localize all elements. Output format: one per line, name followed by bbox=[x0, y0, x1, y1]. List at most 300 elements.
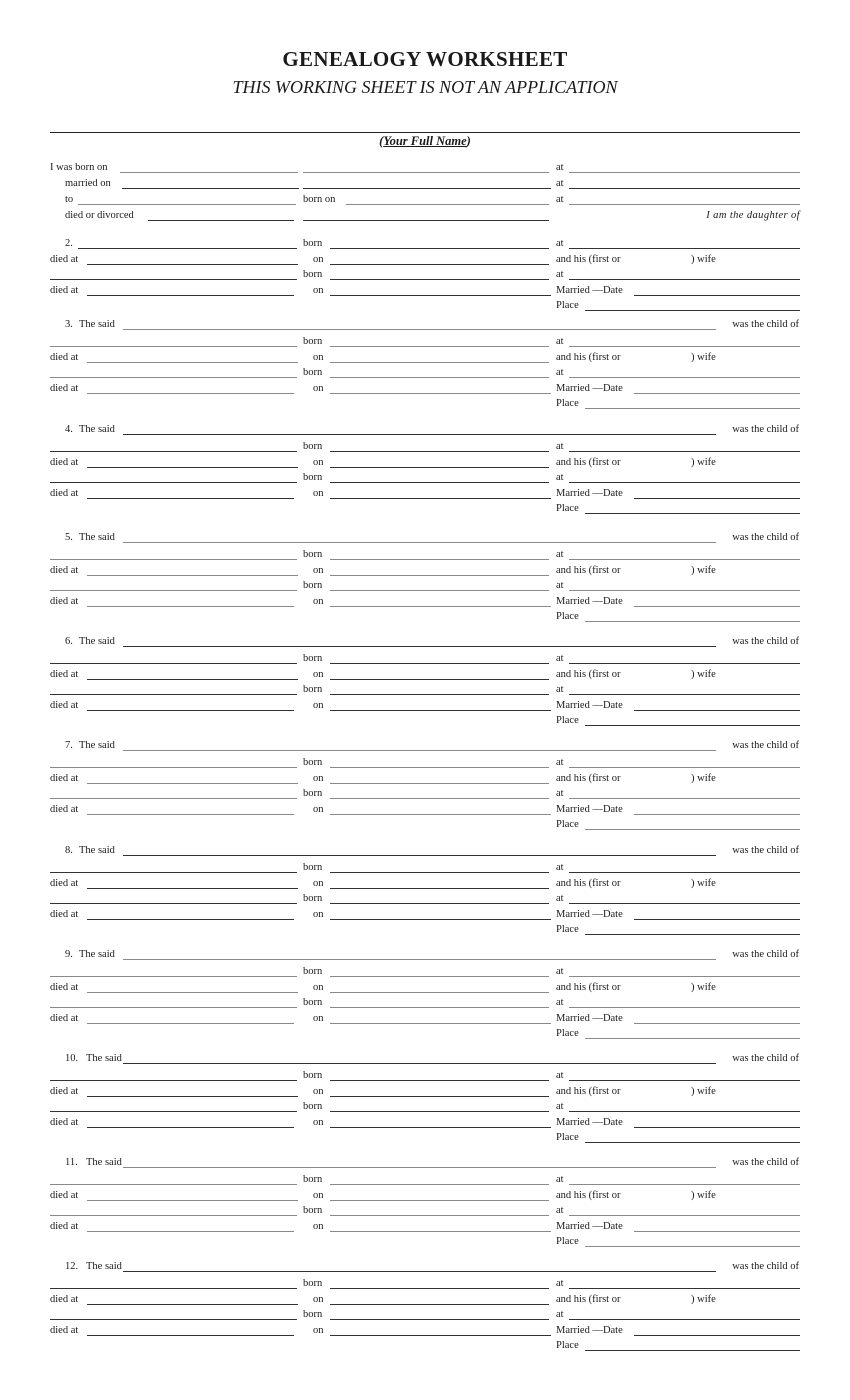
mother-died-on-field[interactable] bbox=[330, 814, 551, 815]
father-born-at-label: at bbox=[556, 1174, 564, 1185]
married-date-field[interactable] bbox=[634, 606, 800, 607]
father-name-field[interactable] bbox=[50, 451, 297, 452]
the-said-label: The said bbox=[79, 424, 115, 435]
mother-born-field[interactable] bbox=[330, 1111, 549, 1112]
father-died-at-field[interactable] bbox=[87, 467, 298, 468]
mother-born-at-field[interactable] bbox=[569, 1111, 800, 1112]
married-date-field[interactable] bbox=[634, 1023, 800, 1024]
married-date-field[interactable] bbox=[634, 295, 800, 296]
worksheet-title: GENEALOGY WORKSHEET bbox=[282, 47, 568, 71]
mother-died-at-field[interactable] bbox=[87, 814, 294, 815]
father-died-at-label: died at bbox=[50, 254, 79, 265]
father-died-on-field[interactable] bbox=[330, 992, 549, 993]
mother-died-on-field[interactable] bbox=[330, 1023, 551, 1024]
said-name-field[interactable] bbox=[123, 542, 716, 543]
father-died-at-field[interactable] bbox=[87, 264, 298, 265]
father-born-at-field[interactable] bbox=[569, 346, 800, 347]
married-date-label: Married —Date bbox=[556, 909, 623, 920]
father-died-on-field[interactable] bbox=[330, 1304, 549, 1305]
mother-born-field[interactable] bbox=[330, 1215, 549, 1216]
father-born-at-label: at bbox=[556, 1278, 564, 1289]
father-died-at-field[interactable] bbox=[87, 783, 298, 784]
mother-died-on-label: on bbox=[313, 1325, 324, 1336]
mother-name-field[interactable] bbox=[50, 279, 297, 280]
father-born-label: born bbox=[303, 549, 323, 560]
father-born-at-label: at bbox=[556, 966, 564, 977]
died-or-divorced-field-2[interactable] bbox=[303, 220, 549, 221]
father-died-on-field[interactable] bbox=[330, 264, 549, 265]
mother-born-field[interactable] bbox=[330, 694, 549, 695]
born-at-label: at bbox=[556, 162, 564, 173]
mother-died-on-label: on bbox=[313, 1221, 324, 1232]
mother-died-at-field[interactable] bbox=[87, 295, 294, 296]
first-or-label: and his (first or bbox=[556, 1294, 621, 1305]
mother-born-label: born bbox=[303, 893, 323, 904]
father-born-field[interactable] bbox=[330, 346, 549, 347]
place-label: Place bbox=[556, 924, 579, 935]
father-died-on-field[interactable] bbox=[330, 1096, 549, 1097]
mother-died-at-field[interactable] bbox=[87, 1231, 294, 1232]
mother-born-at-label: at bbox=[556, 684, 564, 695]
wife-label: ) wife bbox=[691, 352, 716, 363]
father-born-at-label: at bbox=[556, 862, 564, 873]
father-born-at-field[interactable] bbox=[569, 976, 800, 977]
mother-born-label: born bbox=[303, 997, 323, 1008]
mother-died-at-field[interactable] bbox=[87, 710, 294, 711]
wife-label: ) wife bbox=[691, 878, 716, 889]
mother-died-at-label: died at bbox=[50, 488, 79, 499]
mother-born-at-field[interactable] bbox=[569, 903, 800, 904]
married-on-field-2[interactable] bbox=[303, 188, 551, 189]
father-died-at-field[interactable] bbox=[87, 1304, 298, 1305]
was-child-of-label: was the child of bbox=[732, 740, 799, 751]
father-name-field[interactable] bbox=[50, 346, 297, 347]
father-born-at-field[interactable] bbox=[569, 248, 800, 249]
mother-died-at-field[interactable] bbox=[87, 1335, 294, 1336]
was-child-of-label: was the child of bbox=[732, 845, 799, 856]
father-born-field[interactable] bbox=[330, 872, 549, 873]
mother-born-label: born bbox=[303, 1309, 323, 1320]
mother-born-field[interactable] bbox=[330, 279, 549, 280]
mother-died-on-field[interactable] bbox=[330, 919, 551, 920]
generation-number: 9. bbox=[65, 949, 73, 960]
father-born-label: born bbox=[303, 757, 323, 768]
mother-born-at-field[interactable] bbox=[569, 1215, 800, 1216]
mother-died-at-field[interactable] bbox=[87, 919, 294, 920]
mother-born-label: born bbox=[303, 684, 323, 695]
father-born-label: born bbox=[303, 1278, 323, 1289]
spouse-name-field[interactable] bbox=[78, 204, 296, 205]
generation-number: 5. bbox=[65, 532, 73, 543]
father-died-on-label: on bbox=[313, 1086, 324, 1097]
mother-died-on-label: on bbox=[313, 488, 324, 499]
first-or-label: and his (first or bbox=[556, 254, 621, 265]
father-born-field[interactable] bbox=[330, 248, 549, 249]
father-died-on-field[interactable] bbox=[330, 888, 549, 889]
married-place-field[interactable] bbox=[585, 1246, 800, 1247]
the-said-label: The said bbox=[79, 740, 115, 751]
mother-born-at-label: at bbox=[556, 893, 564, 904]
father-born-at-label: at bbox=[556, 1070, 564, 1081]
married-on-field[interactable] bbox=[122, 188, 299, 189]
father-born-at-field[interactable] bbox=[569, 663, 800, 664]
place-label: Place bbox=[556, 715, 579, 726]
mother-born-at-field[interactable] bbox=[569, 1319, 800, 1320]
father-died-at-label: died at bbox=[50, 878, 79, 889]
name-line[interactable] bbox=[50, 132, 800, 133]
died-or-divorced-field[interactable] bbox=[148, 220, 294, 221]
was-child-of-label: was the child of bbox=[732, 424, 799, 435]
mother-name-field[interactable] bbox=[50, 1319, 297, 1320]
father-died-on-field[interactable] bbox=[330, 1200, 549, 1201]
mother-died-at-label: died at bbox=[50, 700, 79, 711]
married-date-field[interactable] bbox=[634, 393, 800, 394]
father-died-on-label: on bbox=[313, 669, 324, 680]
father-died-at-label: died at bbox=[50, 982, 79, 993]
first-or-label: and his (first or bbox=[556, 352, 621, 363]
father-born-label: born bbox=[303, 653, 323, 664]
mother-died-on-label: on bbox=[313, 1013, 324, 1024]
father-born-at-label: at bbox=[556, 238, 564, 249]
place-label: Place bbox=[556, 300, 579, 311]
mother-died-on-label: on bbox=[313, 804, 324, 815]
died-or-divorced-label: died or divorced bbox=[65, 210, 134, 221]
said-name-field[interactable] bbox=[123, 1063, 716, 1064]
generation-number: 4. bbox=[65, 424, 73, 435]
the-said-label: The said bbox=[86, 1157, 122, 1168]
said-name-field[interactable] bbox=[123, 750, 716, 751]
father-born-field[interactable] bbox=[330, 767, 549, 768]
mother-died-at-field[interactable] bbox=[87, 498, 294, 499]
father-name-field[interactable] bbox=[50, 663, 297, 664]
mother-died-at-field[interactable] bbox=[87, 1023, 294, 1024]
father-born-at-label: at bbox=[556, 757, 564, 768]
father-born-at-label: at bbox=[556, 653, 564, 664]
father-died-on-label: on bbox=[313, 1294, 324, 1305]
father-died-at-label: died at bbox=[50, 1294, 79, 1305]
married-date-label: Married —Date bbox=[556, 383, 623, 394]
mother-born-label: born bbox=[303, 1101, 323, 1112]
first-or-label: and his (first or bbox=[556, 773, 621, 784]
mother-born-at-field[interactable] bbox=[569, 590, 800, 591]
married-date-field[interactable] bbox=[634, 1335, 800, 1336]
father-died-at-field[interactable] bbox=[87, 888, 298, 889]
born-at-field[interactable] bbox=[569, 172, 800, 173]
mother-died-on-field[interactable] bbox=[330, 1127, 551, 1128]
father-born-at-label: at bbox=[556, 441, 564, 452]
father-died-on-label: on bbox=[313, 565, 324, 576]
mother-born-at-label: at bbox=[556, 269, 564, 280]
father-died-at-field[interactable] bbox=[87, 1096, 298, 1097]
mother-died-at-label: died at bbox=[50, 1117, 79, 1128]
mother-born-at-label: at bbox=[556, 472, 564, 483]
wife-label: ) wife bbox=[691, 773, 716, 784]
mother-died-on-label: on bbox=[313, 285, 324, 296]
married-place-field[interactable] bbox=[585, 829, 800, 830]
mother-born-at-label: at bbox=[556, 1309, 564, 1320]
mother-born-at-label: at bbox=[556, 788, 564, 799]
father-born-field[interactable] bbox=[330, 1080, 549, 1081]
mother-name-field[interactable] bbox=[50, 482, 297, 483]
place-label: Place bbox=[556, 819, 579, 830]
place-label: Place bbox=[556, 1132, 579, 1143]
married-date-field[interactable] bbox=[634, 498, 800, 499]
was-child-of-label: was the child of bbox=[732, 1261, 799, 1272]
said-name-field[interactable] bbox=[123, 1271, 716, 1272]
married-date-field[interactable] bbox=[634, 1127, 800, 1128]
mother-name-field[interactable] bbox=[50, 694, 297, 695]
married-date-field[interactable] bbox=[634, 814, 800, 815]
was-child-of-label: was the child of bbox=[732, 532, 799, 543]
mother-born-label: born bbox=[303, 472, 323, 483]
mother-born-at-field[interactable] bbox=[569, 482, 800, 483]
father-name-field[interactable] bbox=[50, 1288, 297, 1289]
father-born-field[interactable] bbox=[330, 1288, 549, 1289]
said-name-field[interactable] bbox=[123, 1167, 716, 1168]
father-born-field[interactable] bbox=[330, 663, 549, 664]
spouse-born-on-field[interactable] bbox=[346, 204, 549, 205]
mother-name-field[interactable] bbox=[50, 1007, 297, 1008]
father-died-at-label: died at bbox=[50, 565, 79, 576]
married-place-field[interactable] bbox=[585, 1038, 800, 1039]
father-name-field[interactable] bbox=[50, 1080, 297, 1081]
said-name-field[interactable] bbox=[123, 329, 716, 330]
father-name-field[interactable] bbox=[50, 559, 297, 560]
said-name-field[interactable] bbox=[123, 646, 716, 647]
to-label: to bbox=[65, 194, 74, 205]
mother-died-at-label: died at bbox=[50, 383, 79, 394]
wife-label: ) wife bbox=[691, 565, 716, 576]
mother-died-on-field[interactable] bbox=[330, 1231, 551, 1232]
mother-born-field[interactable] bbox=[330, 377, 549, 378]
mother-name-field[interactable] bbox=[50, 377, 297, 378]
mother-born-at-field[interactable] bbox=[569, 1007, 800, 1008]
father-born-field[interactable] bbox=[330, 451, 549, 452]
father-born-field[interactable] bbox=[330, 559, 549, 560]
place-label: Place bbox=[556, 398, 579, 409]
father-died-on-field[interactable] bbox=[330, 783, 549, 784]
father-born-at-label: at bbox=[556, 336, 564, 347]
mother-died-at-label: died at bbox=[50, 1013, 79, 1024]
father-died-at-field[interactable] bbox=[87, 362, 298, 363]
worksheet-subtitle: THIS WORKING SHEET IS NOT AN APPLICATION bbox=[232, 77, 618, 97]
mother-died-on-field[interactable] bbox=[330, 393, 551, 394]
married-date-label: Married —Date bbox=[556, 1325, 623, 1336]
married-date-label: Married —Date bbox=[556, 804, 623, 815]
mother-died-at-label: died at bbox=[50, 1221, 79, 1232]
married-date-label: Married —Date bbox=[556, 700, 623, 711]
wife-label: ) wife bbox=[691, 254, 716, 265]
father-born-at-field[interactable] bbox=[569, 872, 800, 873]
first-or-label: and his (first or bbox=[556, 982, 621, 993]
first-or-label: and his (first or bbox=[556, 1086, 621, 1097]
mother-died-at-label: died at bbox=[50, 596, 79, 607]
father-died-at-field[interactable] bbox=[87, 575, 298, 576]
mother-born-at-field[interactable] bbox=[569, 279, 800, 280]
married-place-field[interactable] bbox=[585, 310, 800, 311]
mother-born-at-field[interactable] bbox=[569, 377, 800, 378]
mother-died-at-label: died at bbox=[50, 1325, 79, 1336]
married-date-label: Married —Date bbox=[556, 285, 623, 296]
born-on-field[interactable] bbox=[120, 172, 298, 173]
the-said-label: The said bbox=[79, 532, 115, 543]
mother-born-label: born bbox=[303, 269, 323, 280]
wife-label: ) wife bbox=[691, 457, 716, 468]
married-place-field[interactable] bbox=[585, 621, 800, 622]
mother-born-field[interactable] bbox=[330, 590, 549, 591]
place-label: Place bbox=[556, 1340, 579, 1351]
the-said-label: The said bbox=[79, 949, 115, 960]
father-died-on-field[interactable] bbox=[330, 575, 549, 576]
father-died-at-field[interactable] bbox=[87, 1200, 298, 1201]
married-date-field[interactable] bbox=[634, 919, 800, 920]
mother-died-at-field[interactable] bbox=[87, 606, 294, 607]
mother-born-at-field[interactable] bbox=[569, 694, 800, 695]
married-date-label: Married —Date bbox=[556, 1013, 623, 1024]
was-child-of-label: was the child of bbox=[732, 1053, 799, 1064]
mother-born-label: born bbox=[303, 1205, 323, 1216]
father-name-field[interactable] bbox=[50, 976, 297, 977]
place-label: Place bbox=[556, 611, 579, 622]
first-or-label: and his (first or bbox=[556, 669, 621, 680]
mother-born-at-label: at bbox=[556, 997, 564, 1008]
mother-born-label: born bbox=[303, 580, 323, 591]
mother-died-on-field[interactable] bbox=[330, 498, 551, 499]
mother-born-field[interactable] bbox=[330, 903, 549, 904]
mother-died-on-field[interactable] bbox=[330, 710, 551, 711]
father-born-label: born bbox=[303, 862, 323, 873]
place-label: Place bbox=[556, 503, 579, 514]
father-born-label: born bbox=[303, 966, 323, 977]
generation-number: 2. bbox=[65, 238, 73, 249]
mother-born-field[interactable] bbox=[330, 798, 549, 799]
married-date-label: Married —Date bbox=[556, 1117, 623, 1128]
first-or-label: and his (first or bbox=[556, 457, 621, 468]
first-or-label: and his (first or bbox=[556, 565, 621, 576]
father-born-label: born bbox=[303, 1174, 323, 1185]
mother-died-on-label: on bbox=[313, 700, 324, 711]
father-died-on-label: on bbox=[313, 878, 324, 889]
the-said-label: The said bbox=[86, 1053, 122, 1064]
father-died-at-field[interactable] bbox=[87, 992, 298, 993]
mother-born-field[interactable] bbox=[330, 1319, 549, 1320]
said-name-field[interactable] bbox=[123, 959, 716, 960]
mother-born-field[interactable] bbox=[330, 1007, 549, 1008]
married-date-field[interactable] bbox=[634, 710, 800, 711]
father-name-field[interactable] bbox=[50, 1184, 297, 1185]
born-on-field-2[interactable] bbox=[303, 172, 549, 173]
father-born-label: born bbox=[303, 1070, 323, 1081]
mother-born-label: born bbox=[303, 788, 323, 799]
father-died-on-field[interactable] bbox=[330, 467, 549, 468]
the-said-label: The said bbox=[79, 636, 115, 647]
married-date-field[interactable] bbox=[634, 1231, 800, 1232]
father-name-field[interactable] bbox=[50, 872, 297, 873]
father-born-label: born bbox=[303, 336, 323, 347]
father-born-at-field[interactable] bbox=[569, 451, 800, 452]
married-at-field[interactable] bbox=[569, 188, 800, 189]
married-place-field[interactable] bbox=[585, 934, 800, 935]
said-name-field[interactable] bbox=[123, 434, 716, 435]
father-died-at-field[interactable] bbox=[87, 679, 298, 680]
mother-name-field[interactable] bbox=[50, 1111, 297, 1112]
mother-born-label: born bbox=[303, 367, 323, 378]
mother-died-at-field[interactable] bbox=[87, 393, 294, 394]
mother-name-field[interactable] bbox=[50, 903, 297, 904]
married-place-field[interactable] bbox=[585, 513, 800, 514]
father-died-at-label: died at bbox=[50, 352, 79, 363]
mother-died-on-label: on bbox=[313, 909, 324, 920]
the-said-label: The said bbox=[86, 1261, 122, 1272]
married-place-field[interactable] bbox=[585, 1350, 800, 1351]
father-died-on-field[interactable] bbox=[330, 679, 549, 680]
mother-name-field[interactable] bbox=[50, 798, 297, 799]
father-born-at-field[interactable] bbox=[569, 767, 800, 768]
father-born-at-field[interactable] bbox=[569, 1184, 800, 1185]
father-died-on-label: on bbox=[313, 982, 324, 993]
mother-died-at-label: died at bbox=[50, 285, 79, 296]
mother-born-at-field[interactable] bbox=[569, 798, 800, 799]
mother-died-at-label: died at bbox=[50, 804, 79, 815]
wife-label: ) wife bbox=[691, 1190, 716, 1201]
mother-died-on-field[interactable] bbox=[330, 295, 551, 296]
mother-name-field[interactable] bbox=[50, 590, 297, 591]
mother-born-at-label: at bbox=[556, 580, 564, 591]
married-place-field[interactable] bbox=[585, 1142, 800, 1143]
married-place-field[interactable] bbox=[585, 725, 800, 726]
married-date-label: Married —Date bbox=[556, 488, 623, 499]
first-or-label: and his (first or bbox=[556, 1190, 621, 1201]
father-died-at-label: died at bbox=[50, 669, 79, 680]
wife-label: ) wife bbox=[691, 982, 716, 993]
mother-born-field[interactable] bbox=[330, 482, 549, 483]
father-died-on-field[interactable] bbox=[330, 362, 549, 363]
father-born-label: born bbox=[303, 441, 323, 452]
was-child-of-label: was the child of bbox=[732, 949, 799, 960]
spouse-born-at-field[interactable] bbox=[569, 204, 800, 205]
mother-died-on-field[interactable] bbox=[330, 1335, 551, 1336]
married-place-field[interactable] bbox=[585, 408, 800, 409]
daughter-of-label: I am the daughter of bbox=[706, 210, 800, 221]
married-date-label: Married —Date bbox=[556, 1221, 623, 1232]
father-died-on-label: on bbox=[313, 773, 324, 784]
mother-name-field[interactable] bbox=[50, 1215, 297, 1216]
married-on-label: married on bbox=[65, 178, 111, 189]
the-said-label: The said bbox=[79, 319, 115, 330]
said-name-field[interactable] bbox=[123, 855, 716, 856]
mother-born-at-label: at bbox=[556, 1101, 564, 1112]
father-died-on-label: on bbox=[313, 1190, 324, 1201]
place-label: Place bbox=[556, 1236, 579, 1247]
mother-died-at-field[interactable] bbox=[87, 1127, 294, 1128]
mother-died-on-field[interactable] bbox=[330, 606, 551, 607]
married-date-label: Married —Date bbox=[556, 596, 623, 607]
place-label: Place bbox=[556, 1028, 579, 1039]
father-born-field[interactable] bbox=[330, 976, 549, 977]
mother-born-at-label: at bbox=[556, 1205, 564, 1216]
the-said-label: The said bbox=[79, 845, 115, 856]
father-born-at-field[interactable] bbox=[569, 1288, 800, 1289]
generation-number: 11. bbox=[65, 1157, 78, 1168]
mother-died-on-label: on bbox=[313, 1117, 324, 1128]
father-born-field[interactable] bbox=[330, 1184, 549, 1185]
father-born-at-field[interactable] bbox=[569, 1080, 800, 1081]
father-born-at-field[interactable] bbox=[569, 559, 800, 560]
father-died-at-label: died at bbox=[50, 457, 79, 468]
said-name-field[interactable] bbox=[78, 248, 297, 249]
father-name-field[interactable] bbox=[50, 767, 297, 768]
born-on-label: I was born on bbox=[50, 162, 108, 173]
